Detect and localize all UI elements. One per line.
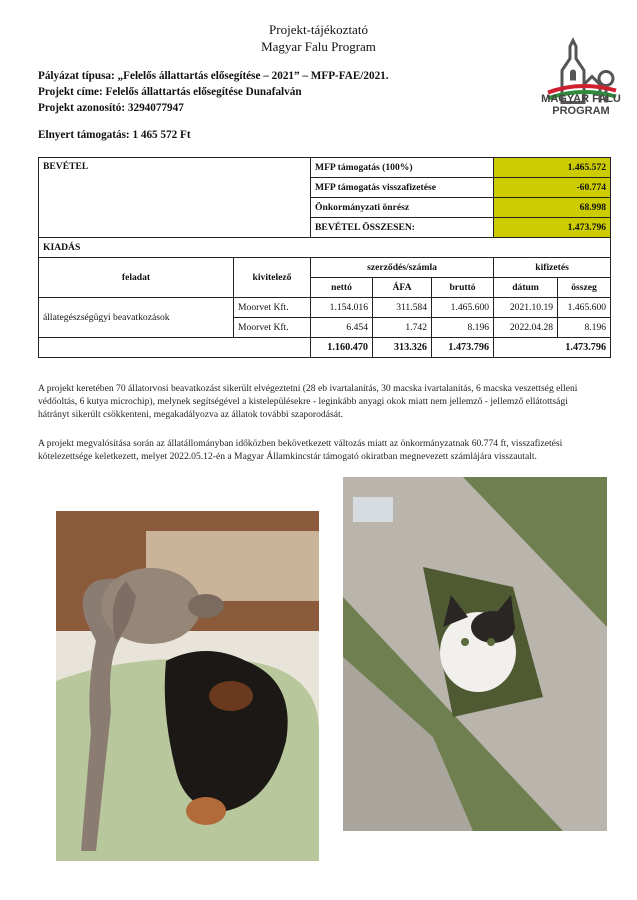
- date-cell: 2022.04.28: [494, 318, 558, 338]
- header-subtitle: Magyar Falu Program: [261, 39, 376, 54]
- grant-type: Pályázat típusa: „Felelős állattartás elősegítése – 2021” – MFP-FAE/2021.: [38, 70, 389, 82]
- totals-row: [39, 338, 611, 358]
- col-header-amount: összeg: [558, 278, 611, 298]
- total-gross: 1.473.796: [432, 338, 494, 358]
- financial-table: [38, 157, 611, 358]
- logo-text-line2: PROGRAM: [552, 105, 610, 117]
- table-row: [39, 298, 611, 318]
- col-header-contractor: kivitelező: [234, 258, 311, 298]
- income-row-label: MFP támogatás visszafizetése: [311, 178, 494, 198]
- total-net: 1.160.470: [311, 338, 373, 358]
- col-header-gross: bruttó: [432, 278, 494, 298]
- total-vat: 313.326: [373, 338, 432, 358]
- amount-cell: 1.465.600: [558, 298, 611, 318]
- expense-label: KIADÁS: [39, 238, 611, 258]
- project-id: Projekt azonosító: 3294077947: [38, 102, 184, 114]
- col-header-date: dátum: [494, 278, 558, 298]
- amount-cell: 8.196: [558, 318, 611, 338]
- income-row-value: -60.774: [494, 178, 611, 198]
- total-amount: 1.473.796: [494, 338, 611, 358]
- col-header-net: nettó: [311, 278, 373, 298]
- awarded-support: Elnyert támogatás: 1 465 572 Ft: [38, 129, 191, 141]
- dogs-illustration-icon: [56, 511, 319, 861]
- description-paragraph: A projekt keretében 70 állatorvosi beavatkozást sikerült elvégeztetni (28 eb ivartalanítás, 30 macska ivartalanítás, 6 macska veszettség elleni védőoltás, 6 kutya microchip), melynek segítségével a kistelepülésekre - leginkább anyagi okok miatt nem jellemző - jellemző ellátottsági hátrányt sikerült csökkenteni, megakadályozva az állatok további szaporodását.: [38, 383, 578, 420]
- vat-cell: 1.742: [373, 318, 432, 338]
- logo-text-line1: MAGYAR FALU: [541, 93, 621, 105]
- contractor-cell: Moorvet Kft.: [234, 318, 311, 338]
- net-cell: 1.154.016: [311, 298, 373, 318]
- group-header-payment: kifizetés: [494, 258, 611, 278]
- col-header-vat: ÁFA: [373, 278, 432, 298]
- income-row-value: 1.465.572: [494, 158, 611, 178]
- col-header-task: feladat: [39, 258, 234, 298]
- income-total-label: BEVÉTEL ÖSSZESEN:: [311, 218, 494, 238]
- dogs-photo: [56, 511, 319, 861]
- project-title: Projekt címe: Felelős állattartás elősegítése Dunafalván: [38, 86, 302, 98]
- repayment-paragraph: A projekt megvalósítása során az állatállományban időközben bekövetkezett változás miatt az önkormányzatnak 60.774 ft, visszafizetési kötelezettsége keletkezett, melyet 2022.05.12-én a Magyar Államkincstár támogató okiratban megnevezett számlájára visszautalt.: [38, 438, 563, 462]
- income-total-value: 1.473.796: [494, 218, 611, 238]
- group-header-contract: szerződés/számla: [311, 258, 494, 278]
- net-cell: 6.454: [311, 318, 373, 338]
- totals-blank: [39, 338, 311, 358]
- date-cell: 2021.10.19: [494, 298, 558, 318]
- income-label: BEVÉTEL: [39, 158, 311, 238]
- contractor-cell: Moorvet Kft.: [234, 298, 311, 318]
- income-row-label: MFP támogatás (100%): [311, 158, 494, 178]
- header-title: Projekt-tájékoztató: [269, 22, 368, 37]
- cat-photo: [343, 477, 607, 831]
- income-row-label: Önkormányzati önrész: [311, 198, 494, 218]
- cat-illustration-icon: [343, 477, 607, 831]
- income-row-value: 68.998: [494, 198, 611, 218]
- gross-cell: 8.196: [432, 318, 494, 338]
- vat-cell: 311.584: [373, 298, 432, 318]
- task-cell: állategészségügyi beavatkozások: [39, 298, 234, 338]
- gross-cell: 1.465.600: [432, 298, 494, 318]
